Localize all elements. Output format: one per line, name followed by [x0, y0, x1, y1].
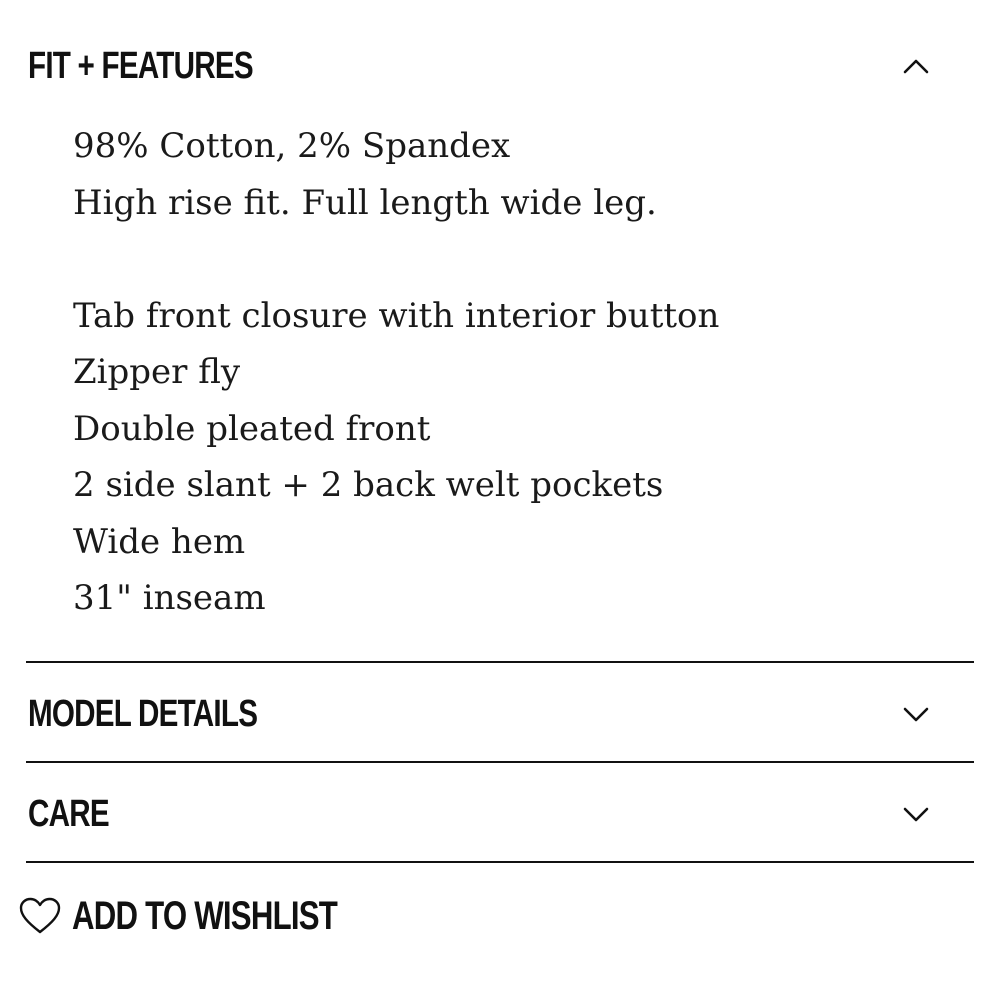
feature-line: 98% Cotton, 2% Spandex — [73, 126, 511, 166]
feature-line: 2 side slant + 2 back welt pockets — [73, 465, 664, 505]
fit-features-content — [73, 118, 953, 627]
add-to-wishlist-button[interactable] — [18, 896, 412, 936]
chevron-up-icon[interactable] — [900, 50, 932, 82]
section-title-care: CARE — [28, 793, 109, 835]
chevron-down-icon[interactable] — [900, 798, 932, 830]
feature-line: Tab front closure with interior button — [73, 295, 720, 336]
accordion-header-model-details[interactable] — [28, 692, 974, 736]
feature-line: Zipper fly — [73, 352, 241, 392]
feature-line: Wide hem — [73, 521, 246, 562]
blank-line — [73, 231, 953, 288]
chevron-down-icon[interactable] — [900, 698, 932, 730]
divider — [26, 661, 974, 663]
divider — [26, 861, 974, 863]
accordion-header-care[interactable] — [28, 792, 974, 836]
feature-line: Double pleated front — [73, 408, 431, 449]
feature-line: High rise fit. Full length wide leg. — [73, 182, 657, 223]
section-title-model-details: MODEL DETAILS — [28, 693, 258, 735]
heart-outline-icon — [18, 896, 62, 936]
divider — [26, 761, 974, 763]
feature-line: 31" inseam — [73, 578, 266, 618]
accordion-header-fit-features[interactable] — [28, 44, 974, 88]
wishlist-label: ADD TO WISHLIST — [72, 894, 338, 938]
section-title-fit-features: FIT + FEATURES — [28, 45, 253, 87]
